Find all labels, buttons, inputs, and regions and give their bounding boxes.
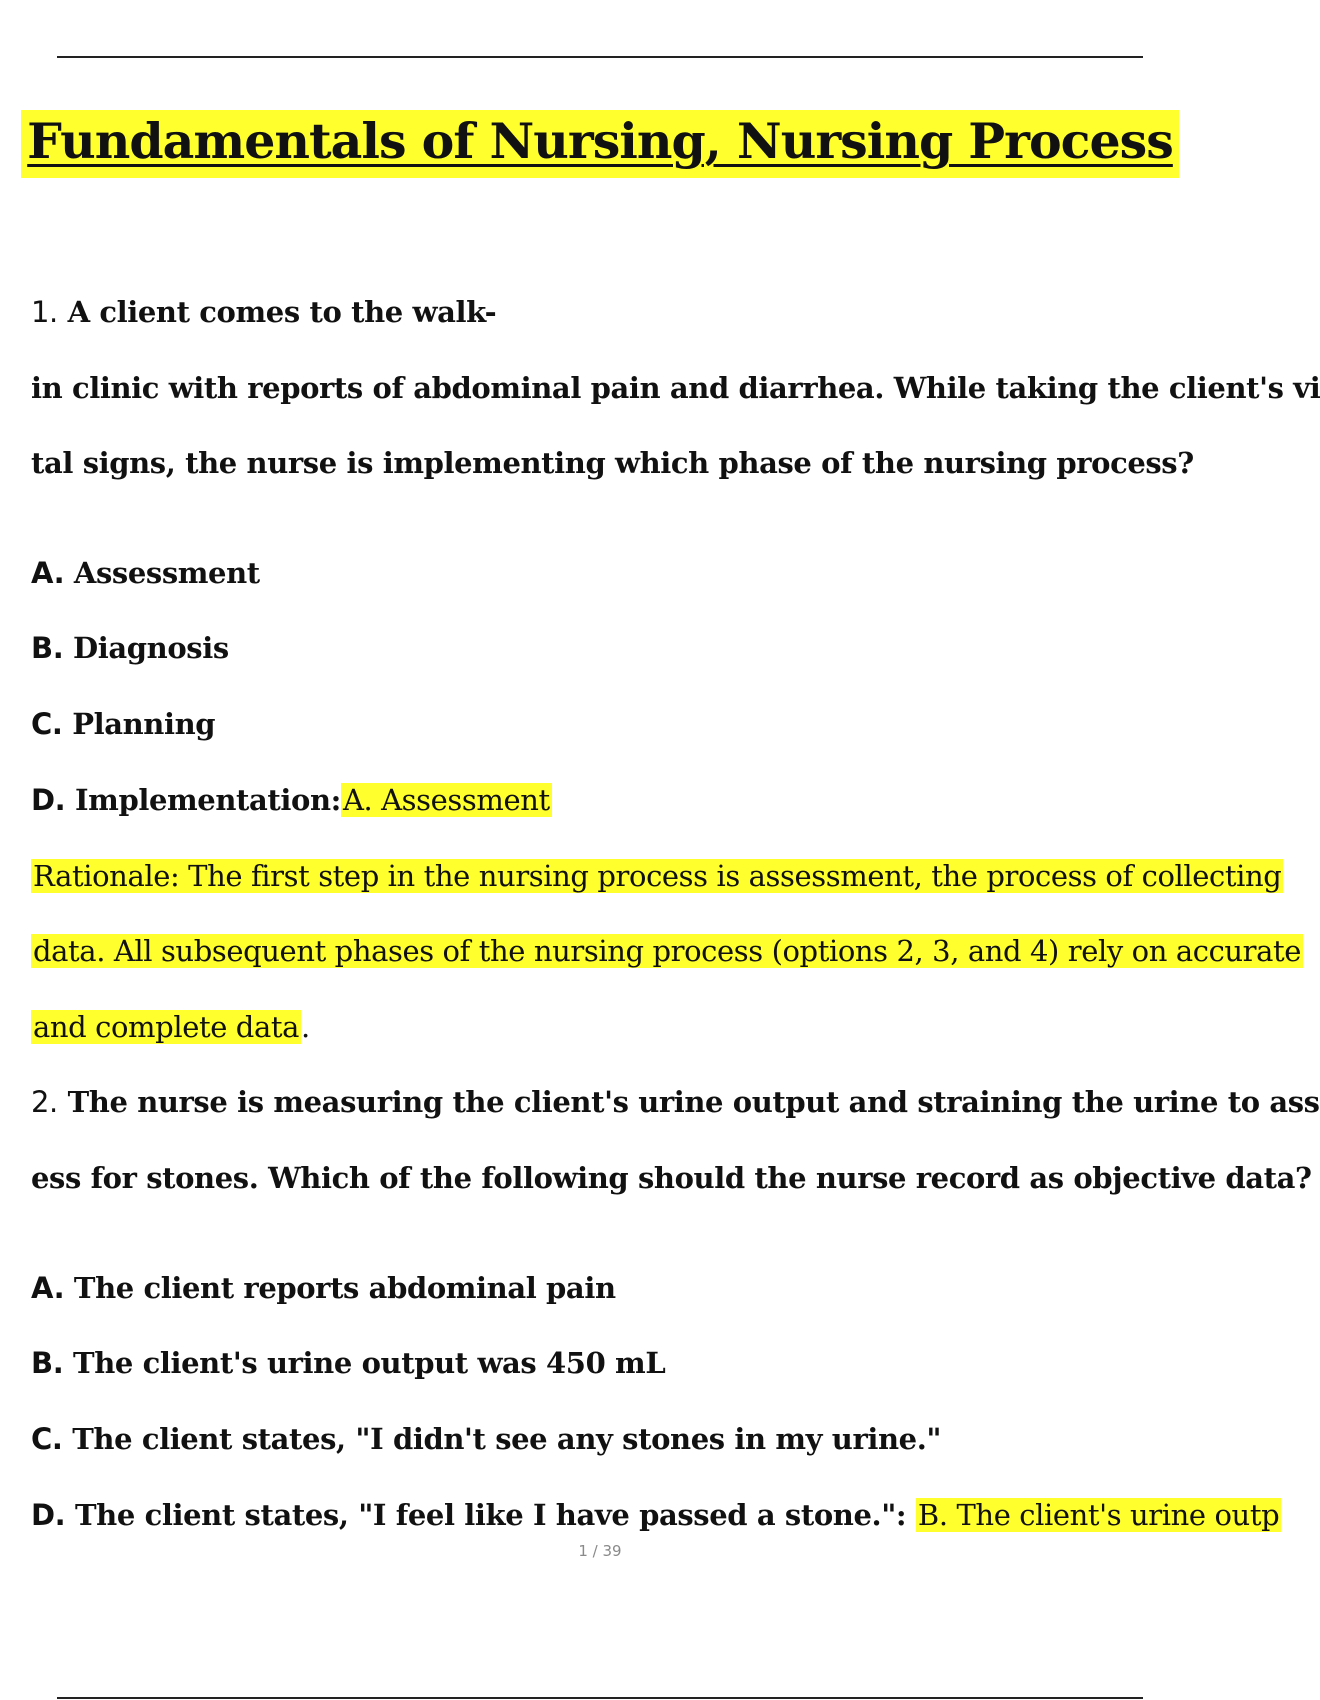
q2-stem-text-1: The nurse is measuring the client's urine output and straining the urine to ass [67,1085,1320,1119]
q1-option-c: C. Planning [31,707,216,741]
q1-answer: A. Assessment [342,783,550,817]
q2-stem-line-2: ess for stones. Which of the following should the nurse record as objective data? [31,1161,1312,1195]
q2-option-a: A. The client reports abdominal pain [31,1271,616,1305]
q2-number: 2. [31,1085,58,1119]
q1-option-b: B. Diagnosis [31,631,229,665]
q2-option-c: C. The client states, "I didn't see any stones in my urine." [31,1422,942,1456]
title-container [0,110,1200,178]
q1-number: 1. [31,295,58,329]
q2-option-d: D. The client states, "I feel like I have passed a stone.": B. The client's urine outp [31,1498,1280,1532]
q1-rationale-line-3: and complete data. [33,1010,310,1044]
q1-option-d: D. Implementation:A. Assessment [31,783,550,817]
q1-stem-line-1 [31,293,496,331]
q2-option-b: B. The client's urine output was 450 mL [31,1346,666,1380]
q2-stem-line-1 [31,1083,1320,1121]
q1-rationale-line-2: data. All subsequent phases of the nursing process (options 2, 3, and 4) rely on accurate [33,934,1302,968]
document-title: Fundamentals of Nursing, Nursing Process [21,110,1179,178]
q1-stem-line-2: in clinic with reports of abdominal pain and diarrhea. While taking the client's vi [31,371,1320,405]
q1-stem-line-3: tal signs, the nurse is implementing which phase of the nursing process? [31,446,1194,480]
q2-answer: B. The client's urine outp [917,1498,1280,1532]
q1-rationale-line-1: Rationale: The first step in the nursing process is assessment, the process of collecting [33,859,1282,893]
bottom-rule [57,1697,1143,1699]
q1-option-a: A. Assessment [31,556,260,590]
top-rule [57,56,1143,58]
q1-stem-text-1: A client comes to the walk- [67,295,497,329]
page-indicator: 1 / 39 [578,1542,622,1560]
